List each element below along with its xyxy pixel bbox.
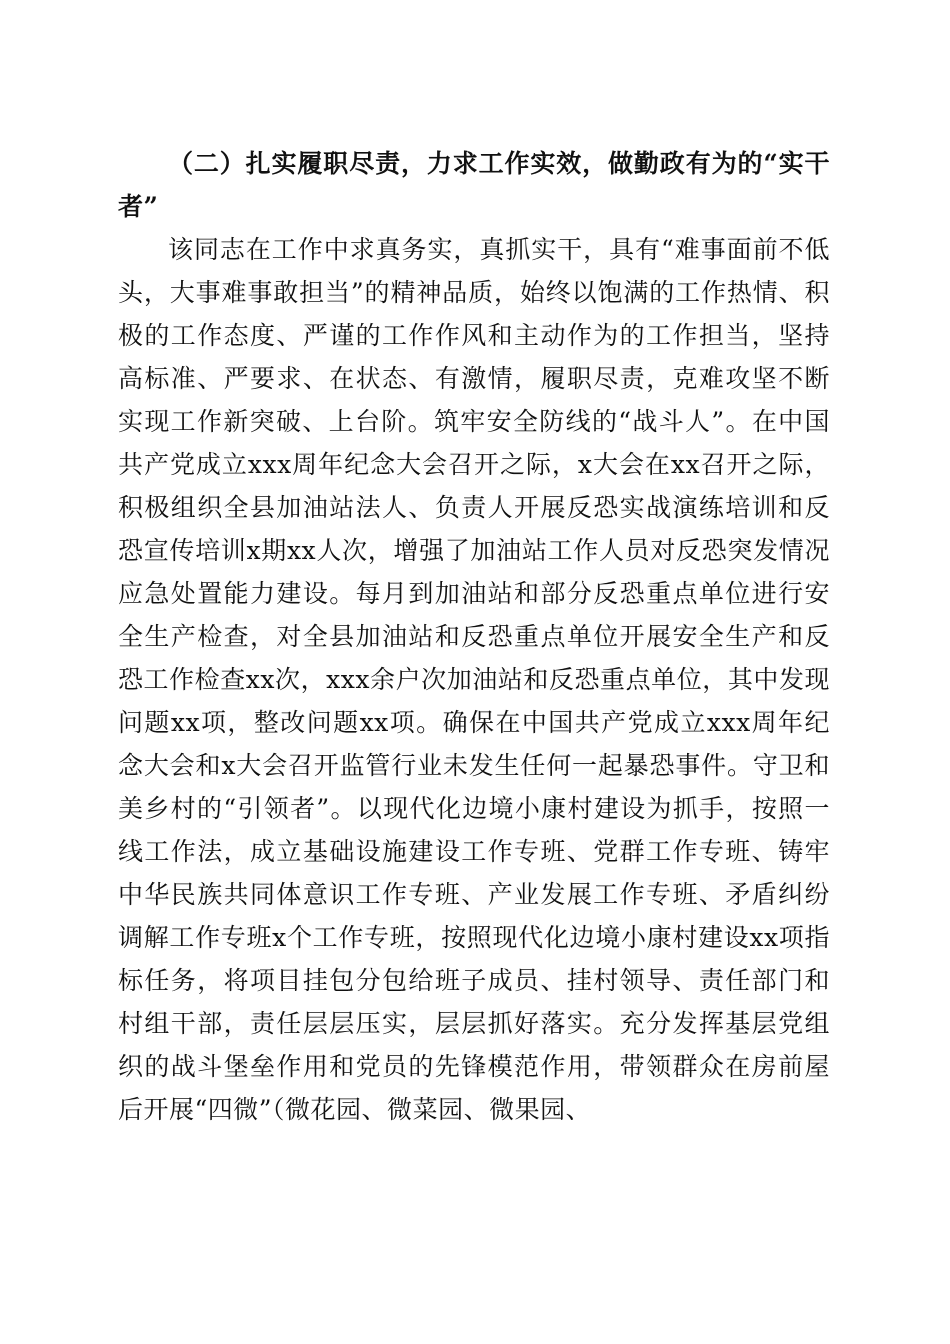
body-paragraph: 该同志在工作中求真务实，真抓实干，具有“难事面前不低头，大事难事敢担当”的精神品质，始终以饱满的工作热情、积极的工作态度、严谨的工作作风和主动作为的工作担当，坚持高标准、严要求、在状态、有激情，履职尽责，克难攻坚不断实现工作新突破、上台阶。筑牢安全防线的“战斗人”。在中国共产党成立xxx周年纪念大会召开之际，x大会在xx召开之际，积极组织全县加油站法人、负责人开展反恐实战演练培训和反恐宣传培训x期xx人次，增强了加油站工作人员对反恐突发情况应急处置能力建设。每月到加油站和部分反恐重点单位进行安全生产检查，对全县加油站和反恐重点单位开展安全生产和反恐工作检查xx次，xxx余户次加油站和反恐重点单位，其中发现问题xx项，整改问题xx项。确保在中国共产党成立xxx周年纪念大会和x大会召开监管行业未发生任何一起暴恐事件。守卫和美乡村的“引领者”。以现代化边境小康村建设为抓手，按照一线工作法，成立基础设施建设工作专班、党群工作专班、铸牢中华民族共同体意识工作专班、产业发展工作专班、矛盾纠纷调解工作专班x个工作专班，按照现代化边境小康村建设xx项指标任务，将项目挂包分包给班子成员、挂村领导、责任部门和村组干部，责任层层压实，层层抓好落实。充分发挥基层党组织的战斗堡垒作用和党员的先锋模范作用，带领群众在房前屋后开展“四微”（微花园、微菜园、微果园、 [118, 235, 830, 1124]
section-heading: （二）扎实履职尽责，力求工作实效，做勤政有为的“实干者” [118, 149, 830, 221]
document-content [118, 142, 830, 1131]
